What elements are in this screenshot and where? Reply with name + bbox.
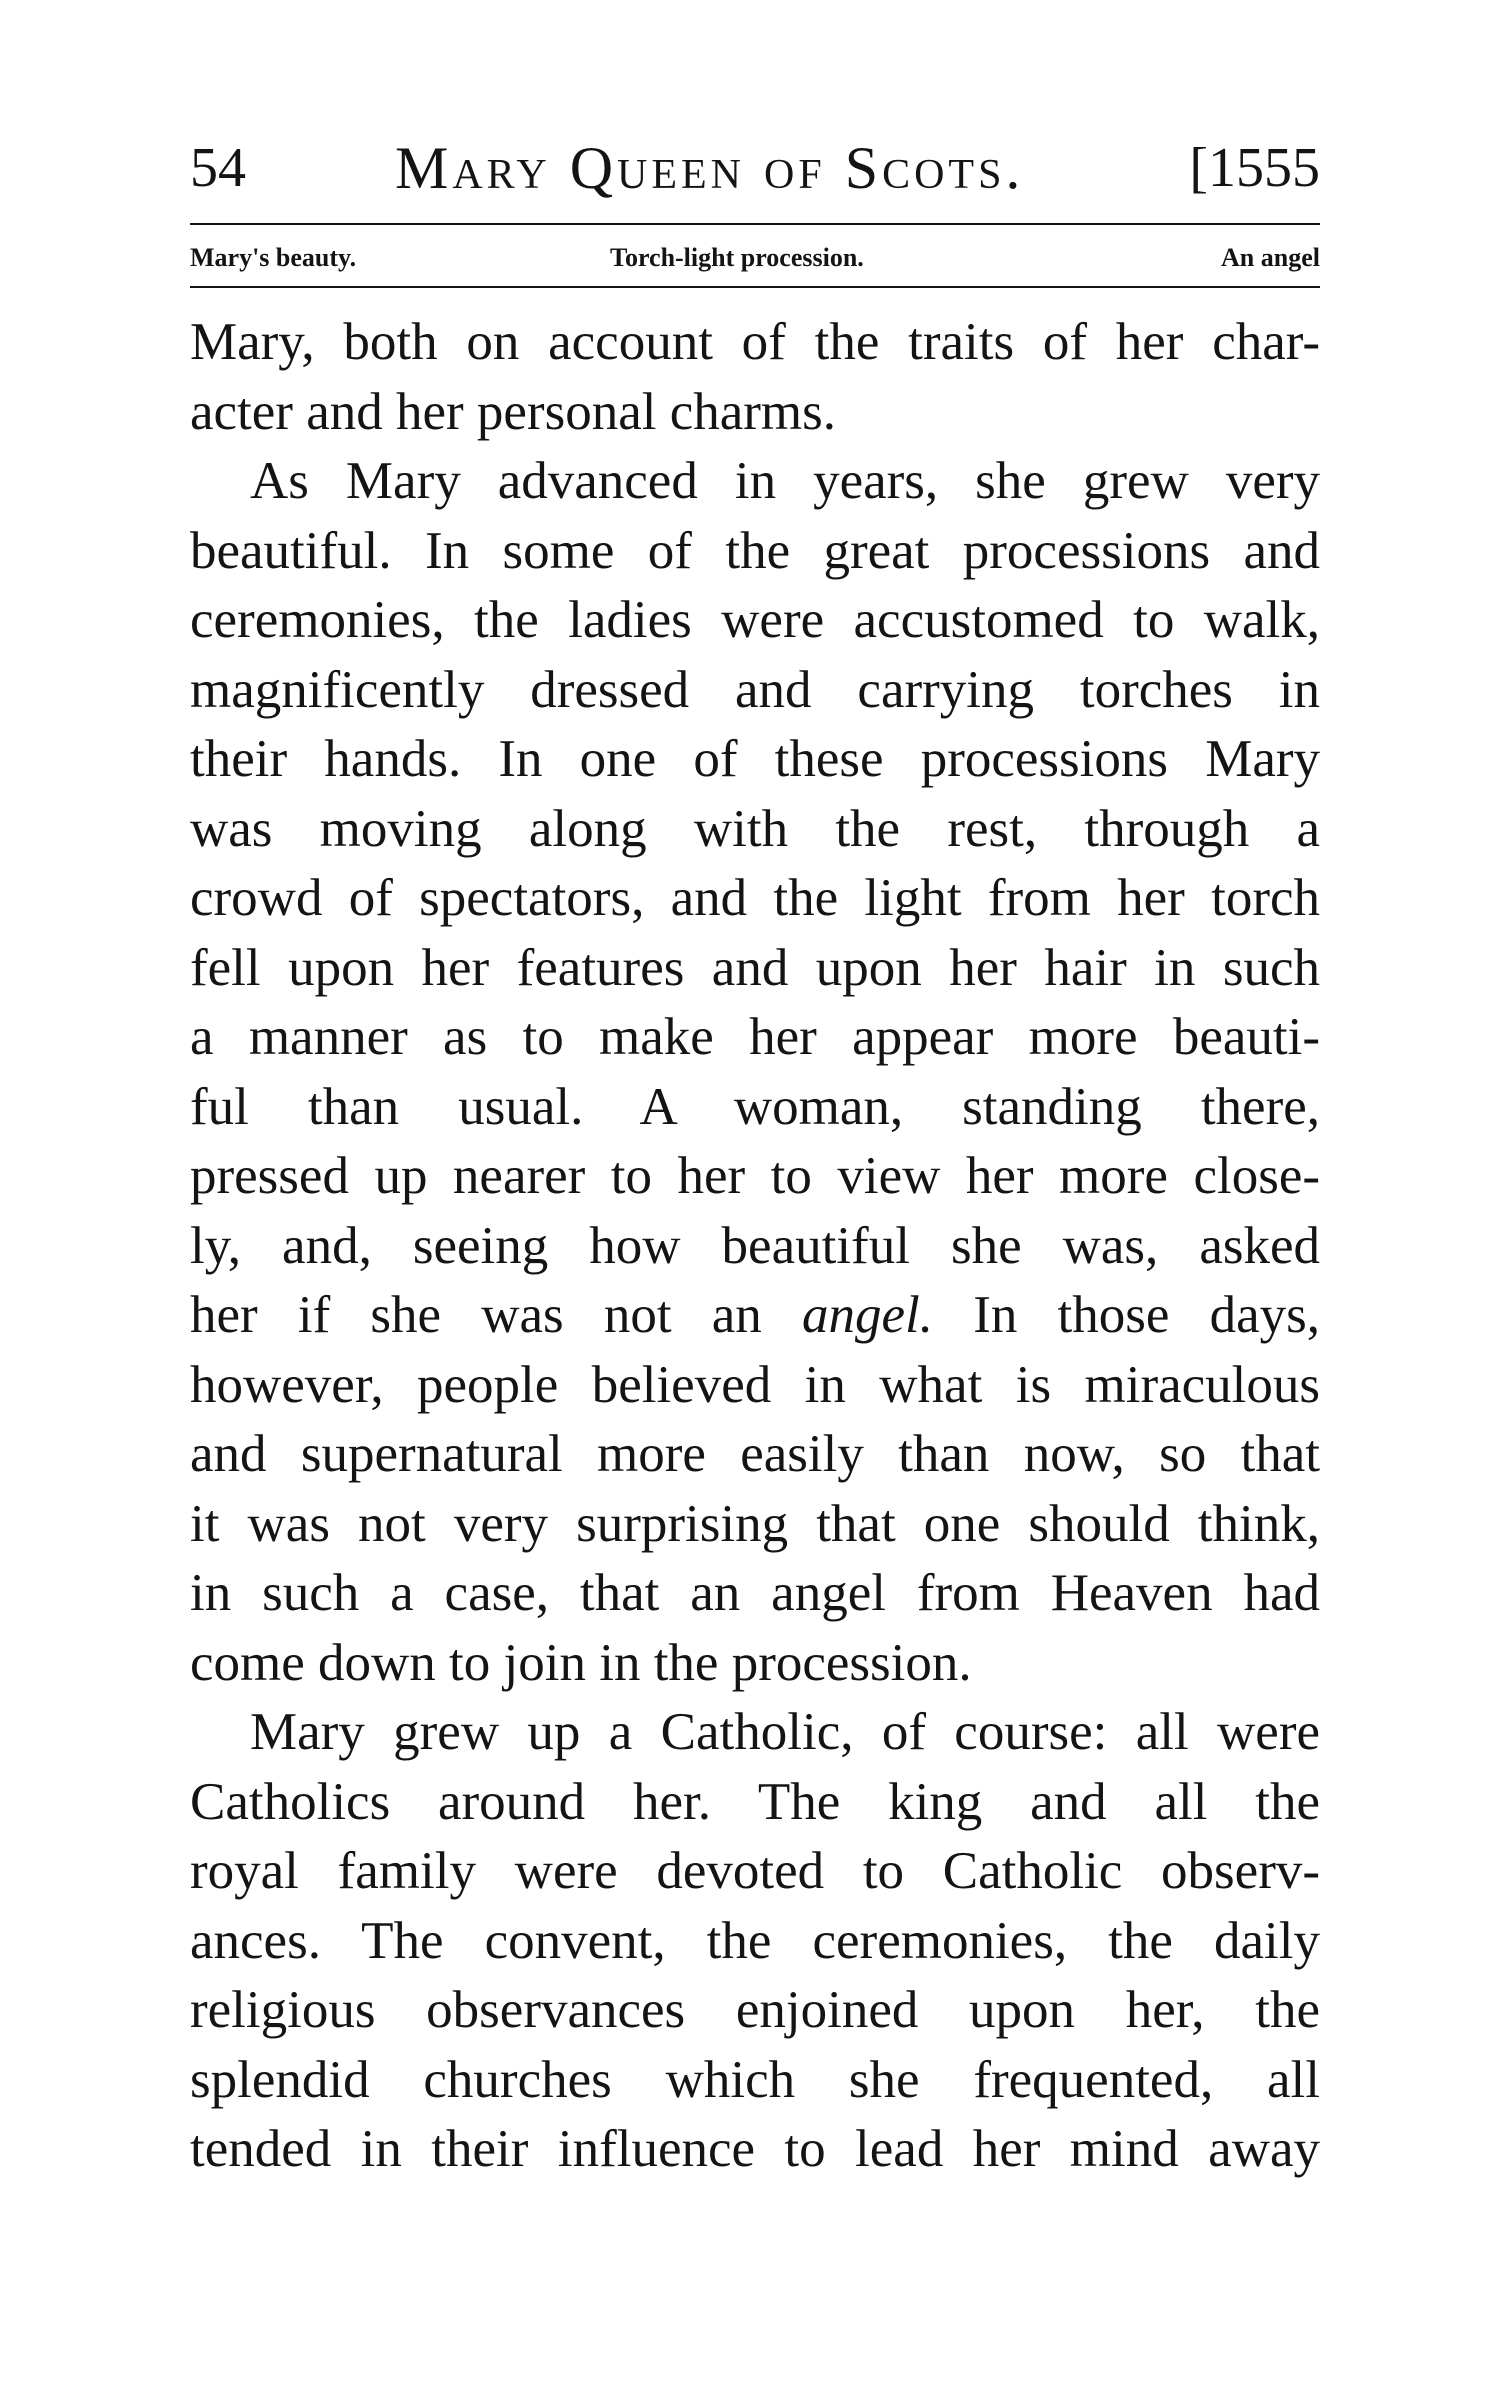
text-line: acter and her personal charms. xyxy=(190,382,836,441)
text-line: was moving along with the rest, through a xyxy=(190,799,1320,858)
marginal-note-right: An angel xyxy=(1221,243,1320,272)
page-number: 54 xyxy=(190,137,246,199)
header-rule-top xyxy=(190,223,1320,225)
text-line-with-italic xyxy=(190,1281,1320,1351)
text-line: however, people believed in what is miraculous xyxy=(190,1355,1320,1414)
text-line: beautiful. In some of the great processions and xyxy=(190,521,1320,580)
text-line: pressed up nearer to her to view her more close- xyxy=(190,1147,1320,1205)
paragraph xyxy=(190,1698,1320,2185)
text-line: magnificently dressed and carrying torches in xyxy=(190,660,1320,719)
text-line: fell upon her features and upon her hair in such xyxy=(190,938,1320,997)
text-line: Mary, both on account of the traits of her char- xyxy=(190,313,1320,371)
year-marker: [1555 xyxy=(1189,137,1320,199)
text-line: come down to join in the procession. xyxy=(190,1633,972,1692)
text-line: Mary grew up a Catholic, of course: all were xyxy=(250,1703,1320,1761)
text-line: As Mary advanced in years, she grew very xyxy=(250,452,1320,510)
text-line: crowd of spectators, and the light from her torch xyxy=(190,869,1320,927)
running-title: Mary Queen of Scots. xyxy=(395,135,1025,201)
body-text xyxy=(190,308,1320,2185)
text-line: it was not very surprising that one should think, xyxy=(190,1494,1320,1553)
text-line: ful than usual. A woman, standing there, xyxy=(190,1077,1320,1136)
text-fragment: In those days, xyxy=(973,1286,1320,1344)
italic-word: angel. xyxy=(802,1286,933,1344)
text-line: tended in their influence to lead her mind away xyxy=(190,2120,1320,2178)
header-rule-bottom xyxy=(190,286,1320,288)
text-line: ceremonies, the ladies were accustomed to walk, xyxy=(190,591,1320,649)
text-line: and supernatural more easily than now, so that xyxy=(190,1425,1320,1483)
text-line: in such a case, that an angel from Heaven had xyxy=(190,1564,1320,1622)
marginal-notes xyxy=(190,233,1320,283)
paragraph xyxy=(190,447,1320,1698)
text-line: ly, and, seeing how beautiful she was, asked xyxy=(190,1216,1320,1275)
running-header xyxy=(190,128,1320,208)
text-line: ances. The convent, the ceremonies, the daily xyxy=(190,1911,1320,1970)
text-fragment: her if she was not an xyxy=(190,1286,762,1344)
text-line: royal family were devoted to Catholic observ- xyxy=(190,1842,1320,1900)
marginal-note-left: Mary's beauty. xyxy=(190,243,357,272)
text-line: their hands. In one of these processions Mary xyxy=(190,730,1320,788)
paragraph xyxy=(190,308,1320,447)
text-line: splendid churches which she frequented, all xyxy=(190,2050,1320,2109)
text-line: Catholics around her. The king and all the xyxy=(190,1772,1320,1831)
marginal-note-center: Torch-light procession. xyxy=(610,243,864,272)
text-line: religious observances enjoined upon her, the xyxy=(190,1981,1320,2039)
text-line: a manner as to make her appear more beauti- xyxy=(190,1008,1320,1066)
